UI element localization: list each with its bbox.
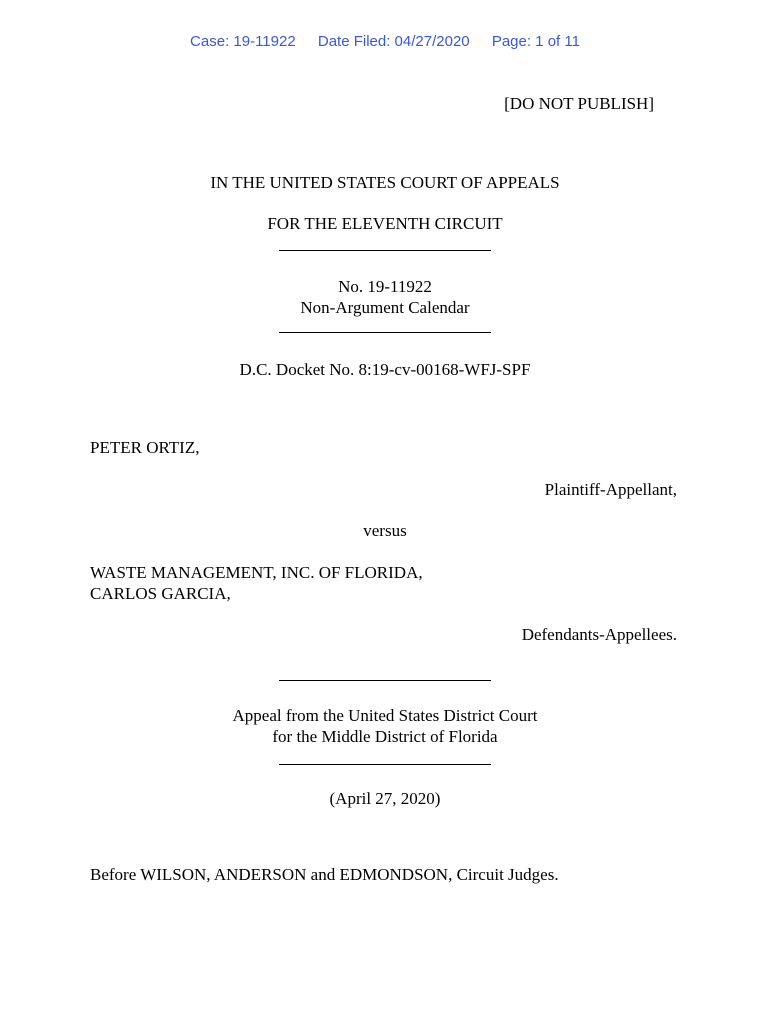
case-number-stamp: Case: 19-11922 bbox=[190, 33, 296, 50]
appeal-origin-line2: for the Middle District of Florida bbox=[272, 727, 498, 746]
docket-number: D.C. Docket No. 8:19-cv-00168-WFJ-SPF bbox=[239, 360, 531, 379]
case-number: No. 19-11922 bbox=[338, 277, 432, 296]
page-count-stamp: Page: 1 of 11 bbox=[491, 33, 580, 50]
versus-label: versus bbox=[363, 521, 407, 540]
decision-date: (April 27, 2020) bbox=[329, 789, 441, 808]
separator-rule bbox=[279, 250, 491, 251]
plaintiff-role: Plaintiff-Appellant, bbox=[544, 480, 677, 499]
court-name-line2: FOR THE ELEVENTH CIRCUIT bbox=[267, 214, 503, 233]
appeal-origin-line1: Appeal from the United States District Court bbox=[232, 706, 538, 725]
defendant-name-line1: WASTE MANAGEMENT, INC. OF FLORIDA, bbox=[90, 563, 423, 582]
date-filed-stamp: Date Filed: 04/27/2020 bbox=[317, 33, 470, 50]
publish-status: [DO NOT PUBLISH] bbox=[504, 94, 654, 113]
filing-header bbox=[0, 33, 770, 50]
panel-judges: Before WILSON, ANDERSON and EDMONDSON, Circuit Judges. bbox=[90, 865, 559, 884]
plaintiff-name: PETER ORTIZ, bbox=[90, 438, 200, 457]
calendar-type: Non-Argument Calendar bbox=[300, 298, 470, 317]
court-name-line1: IN THE UNITED STATES COURT OF APPEALS bbox=[210, 173, 560, 192]
defendant-name-line2: CARLOS GARCIA, bbox=[90, 584, 231, 603]
separator-rule bbox=[279, 332, 491, 333]
defendant-role: Defendants-Appellees. bbox=[521, 625, 677, 644]
separator-rule bbox=[279, 680, 491, 681]
separator-rule bbox=[279, 764, 491, 765]
